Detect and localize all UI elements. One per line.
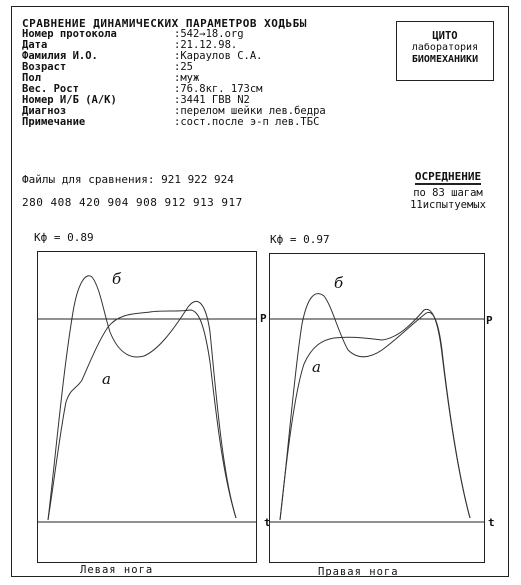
- info-value: :76.8кг. 173см: [174, 83, 263, 95]
- report-title: СРАВНЕНИЕ ДИНАМИЧЕСКИХ ПАРАМЕТРОВ ХОДЬБЫ: [22, 17, 307, 30]
- info-value: :25: [174, 61, 193, 73]
- axis-label-t: t: [488, 516, 495, 529]
- curve-label-a: а: [312, 358, 321, 376]
- info-row-note: [22, 117, 326, 128]
- info-label: Дата: [22, 39, 48, 51]
- curve-a: [280, 309, 470, 520]
- compare-files-list: 280 408 420 904 908 912 913 917: [22, 196, 243, 209]
- lab-logo-box: [396, 21, 494, 81]
- caption-left-leg: Левая нога: [80, 564, 154, 576]
- curve-b: [280, 294, 470, 520]
- axis-label-p: P: [260, 312, 267, 325]
- info-label: Примечание: [22, 116, 86, 128]
- info-value: :21.12.98.: [174, 39, 238, 51]
- kf-left: Кф = 0.89: [34, 231, 94, 244]
- logo-line-1: ЦИТО: [432, 30, 458, 42]
- info-value: :542→18.org: [174, 28, 244, 40]
- curve-label-b: б: [112, 270, 122, 288]
- right-leg-plot: [269, 253, 495, 563]
- patient-info: [22, 29, 326, 128]
- axis-label-t: t: [264, 516, 271, 529]
- report-page: [11, 6, 509, 577]
- info-value: :муж: [174, 72, 200, 84]
- curve-label-b: б: [334, 274, 344, 292]
- averaging-box: [396, 171, 500, 211]
- logo-line-3: БИОМЕХАНИКИ: [411, 54, 479, 65]
- curve-a: [48, 310, 236, 520]
- left-plot-curves: [38, 252, 256, 562]
- caption-right-leg: Правая нога: [318, 566, 399, 578]
- info-label: Диагноз: [22, 105, 67, 117]
- compare-files-line: Файлы для сравнения: 921 922 924: [22, 173, 234, 186]
- averaging-subjects: 11испытуемых: [410, 199, 486, 211]
- info-label: Пол: [22, 72, 41, 84]
- averaging-steps: по 83 шагам: [413, 187, 483, 199]
- info-label: Номер И/Б (А/К): [22, 94, 117, 106]
- curve-label-a: а: [102, 370, 111, 388]
- info-label: Номер протокола: [22, 28, 117, 40]
- axis-label-p: P: [486, 314, 493, 327]
- left-leg-plot: [37, 251, 271, 563]
- info-value: :3441 ГВВ N2: [174, 94, 250, 106]
- info-value: :перелом шейки лев.бедра: [174, 105, 326, 117]
- info-value: :Караулов С.А.: [174, 50, 263, 62]
- info-label: Вес. Рост: [22, 83, 79, 95]
- logo-line-2: лаборатория: [411, 42, 479, 53]
- info-label: Фамилия И.О.: [22, 50, 98, 62]
- averaging-heading: ОСРЕДНЕНИЕ: [414, 170, 482, 183]
- right-plot-curves: [270, 254, 484, 562]
- info-value: :сост.после э-п лев.ТБС: [174, 116, 320, 128]
- kf-right: Кф = 0.97: [270, 233, 330, 246]
- info-label: Возраст: [22, 61, 67, 73]
